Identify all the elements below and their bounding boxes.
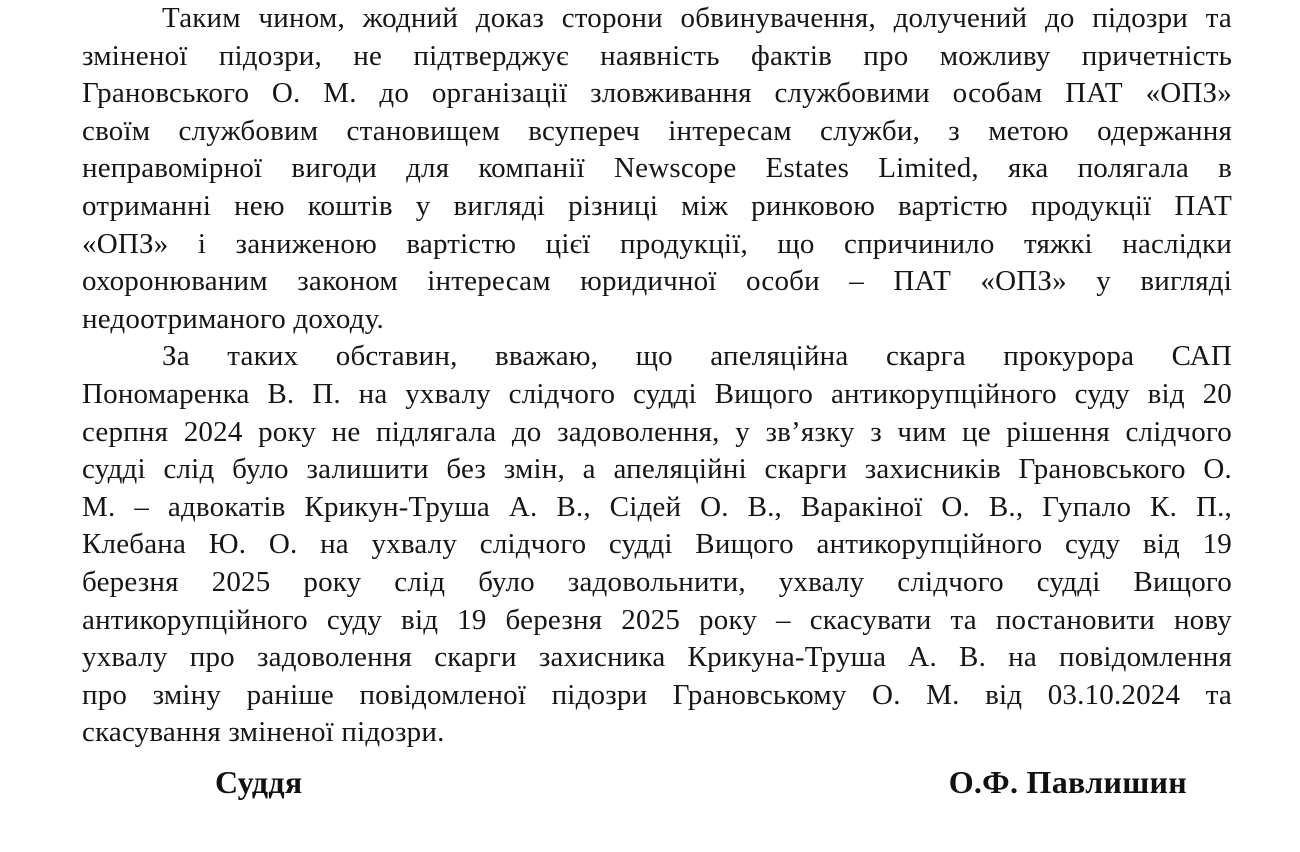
text-line: зміненої підозри, не підтверджує наявність фактів про можливу причетність [82, 39, 1232, 72]
text-line: березня 2025 року слід було задовольнити, ухвалу слідчого судді Вищого [82, 565, 1232, 598]
signature-name: О.Ф. Павлишин [948, 763, 1187, 800]
text-line: недоотриманого доходу. [82, 302, 384, 335]
text-line: Пономаренка В. П. на ухвалу слідчого судді Вищого антикорупційного суду від 20 [82, 377, 1232, 410]
text-line: Таким чином, жодний доказ сторони обвинувачення, долучений до підозри та [162, 2, 1232, 34]
text-line: судді слід було залишити без змін, а апеляційні скарги захисників Грановського О. [82, 453, 1232, 486]
text-line: антикорупційного суду від 19 березня 2025 року – скасувати та постановити нову [82, 603, 1232, 636]
text-line: Клебана Ю. О. на ухвалу слідчого судді Вищого антикорупційного суду від 19 [82, 528, 1232, 561]
paragraph [82, 338, 1232, 752]
text-line: За таких обставин, вважаю, що апеляційна скарга прокурора САП [162, 340, 1232, 373]
text-line: М. – адвокатів Крикун-Труша А. В., Сідей О. В., Варакіної О. В., Гупало К. П., [82, 490, 1232, 523]
signature-role: Суддя [215, 763, 303, 800]
text-line: «ОПЗ» і заниженою вартістю цієї продукції, що спричинило тяжкі наслідки [82, 227, 1232, 260]
paragraph [82, 0, 1232, 338]
text-line: неправомірної вигоди для компанії Newscope Estates Limited, яка полягала в [82, 152, 1232, 185]
text-line: Грановського О. М. до організації зловживання службовими особам ПАТ «ОПЗ» [82, 77, 1232, 110]
text-line: отриманні нею коштів у вигляді різниці між ринковою вартістю продукції ПАТ [82, 189, 1232, 222]
text-line: охоронюваним законом інтересам юридичної особи – ПАТ «ОПЗ» у вигляді [82, 265, 1232, 298]
text-line: скасування зміненої підозри. [82, 716, 445, 749]
text-line: про зміну раніше повідомленої підозри Грановському О. М. від 03.10.2024 та [82, 678, 1232, 711]
text-line: серпня 2024 року не підлягала до задоволення, у зв’язку з чим це рішення слідчого [82, 415, 1232, 448]
document-body [82, 0, 1232, 752]
text-line: ухвалу про задоволення скарги захисника Крикуна-Труша А. В. на повідомлення [82, 641, 1232, 674]
signature-row [82, 762, 1232, 802]
text-line: своїм службовим становищем всупереч інтересам служби, з метою одержання [82, 114, 1232, 147]
